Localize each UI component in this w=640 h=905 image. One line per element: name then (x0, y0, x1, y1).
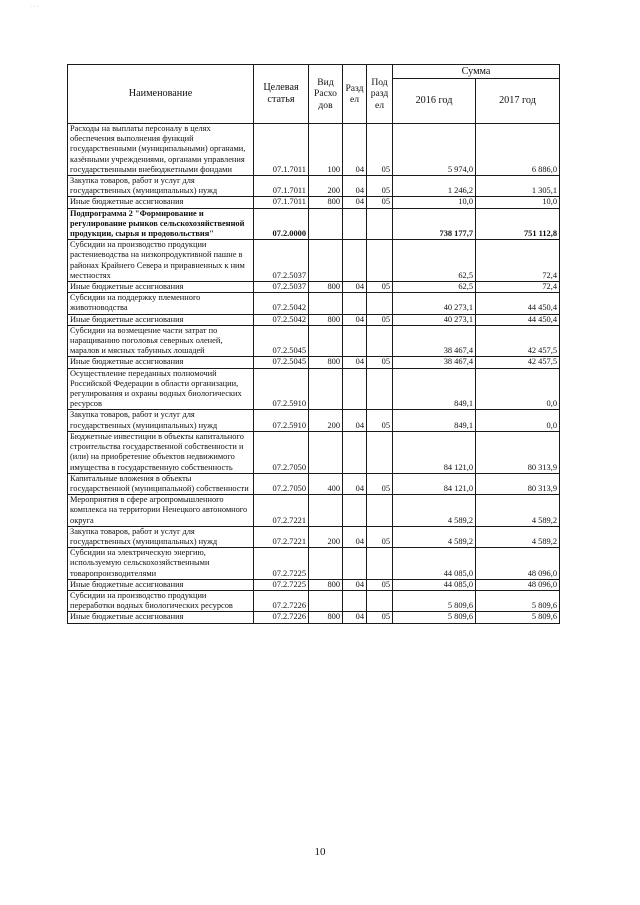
row-target-article-cell: 07.1.7011 (254, 197, 309, 208)
row-expense-type-cell: 800 (309, 197, 343, 208)
header-section: Разд ел (343, 65, 367, 124)
table-row (68, 282, 560, 293)
row-amount-2017-cell: 42 457,5 (476, 325, 560, 357)
scan-corner-mark: · · · (30, 4, 39, 10)
table-row (68, 473, 560, 494)
row-amount-2017-cell: 44 450,4 (476, 293, 560, 314)
row-amount-2016-cell: 10,0 (393, 197, 476, 208)
header-year-2016: 2016 год (393, 79, 476, 124)
row-subsection-cell (367, 208, 393, 240)
row-section-cell: 04 (343, 282, 367, 293)
row-section-cell (343, 590, 367, 611)
table-body (68, 124, 560, 624)
row-subsection-cell (367, 368, 393, 410)
row-amount-2017-cell: 48 096,0 (476, 548, 560, 580)
row-target-article-cell: 07.2.5910 (254, 368, 309, 410)
row-name-cell: Капитальные вложения в объекты государственной (муниципальной) собственности (68, 473, 254, 494)
table-row (68, 431, 560, 473)
row-name-cell: Субсидии на производство продукции переработки водных биологических ресурсов (68, 590, 254, 611)
row-target-article-cell: 07.2.5042 (254, 314, 309, 325)
row-expense-type-cell: 800 (309, 314, 343, 325)
row-name-cell: Иные бюджетные ассигнования (68, 314, 254, 325)
row-amount-2016-cell: 40 273,1 (393, 314, 476, 325)
row-section-cell (343, 293, 367, 314)
row-expense-type-cell: 100 (309, 124, 343, 176)
row-subsection-cell: 05 (367, 526, 393, 547)
row-section-cell: 04 (343, 473, 367, 494)
row-amount-2016-cell: 5 809,6 (393, 612, 476, 623)
table-row (68, 526, 560, 547)
row-amount-2017-cell: 5 809,6 (476, 590, 560, 611)
row-amount-2017-cell: 72,4 (476, 240, 560, 282)
row-amount-2016-cell: 1 246,2 (393, 176, 476, 197)
row-name-cell: Субсидии на возмещение части затрат по наращиванию поголовья северных оленей, маралов и мясных табунных лошадей (68, 325, 254, 357)
row-subsection-cell: 05 (367, 176, 393, 197)
row-amount-2016-cell: 4 589,2 (393, 495, 476, 527)
row-section-cell: 04 (343, 124, 367, 176)
header-sum: Сумма (393, 65, 560, 79)
row-expense-type-cell: 200 (309, 410, 343, 431)
row-target-article-cell: 07.2.0000 (254, 208, 309, 240)
row-section-cell (343, 431, 367, 473)
row-amount-2016-cell: 44 085,0 (393, 579, 476, 590)
row-target-article-cell: 07.2.7226 (254, 590, 309, 611)
table-row (68, 368, 560, 410)
row-expense-type-cell: 800 (309, 579, 343, 590)
row-amount-2017-cell: 0,0 (476, 368, 560, 410)
row-name-cell: Осуществление переданных полномочий Российской Федерации в области организации, регулирования и охраны водных биологических ресурсов (68, 368, 254, 410)
row-subsection-cell: 05 (367, 579, 393, 590)
row-amount-2017-cell: 4 589,2 (476, 526, 560, 547)
row-expense-type-cell: 200 (309, 176, 343, 197)
row-name-cell: Бюджетные инвестиции в объекты капитального строительства государственной собственности и (или) на приобретение объектов недвижимого имущества в государственную собственность (68, 431, 254, 473)
row-subsection-cell (367, 495, 393, 527)
row-name-cell: Иные бюджетные ассигнования (68, 197, 254, 208)
row-section-cell: 04 (343, 612, 367, 623)
row-expense-type-cell (309, 495, 343, 527)
row-target-article-cell: 07.2.7050 (254, 473, 309, 494)
row-amount-2017-cell: 6 886,0 (476, 124, 560, 176)
row-expense-type-cell (309, 208, 343, 240)
row-expense-type-cell: 200 (309, 526, 343, 547)
row-subsection-cell (367, 590, 393, 611)
row-section-cell (343, 368, 367, 410)
row-target-article-cell: 07.1.7011 (254, 124, 309, 176)
row-section-cell: 04 (343, 357, 367, 368)
header-expense-type: Вид Расхо дов (309, 65, 343, 124)
row-section-cell (343, 495, 367, 527)
table-header (68, 65, 560, 124)
row-amount-2016-cell: 44 085,0 (393, 548, 476, 580)
row-name-cell: Подпрограмма 2 "Формирование и регулирование рынков сельскохозяйственной продукции, сырья и продовольствия" (68, 208, 254, 240)
row-subsection-cell: 05 (367, 197, 393, 208)
row-amount-2016-cell: 38 467,4 (393, 357, 476, 368)
table-row (68, 612, 560, 623)
row-amount-2017-cell: 80 313,9 (476, 473, 560, 494)
table-row (68, 314, 560, 325)
row-name-cell: Иные бюджетные ассигнования (68, 357, 254, 368)
row-amount-2017-cell: 1 305,1 (476, 176, 560, 197)
row-subsection-cell (367, 548, 393, 580)
row-section-cell (343, 548, 367, 580)
row-amount-2017-cell: 48 096,0 (476, 579, 560, 590)
row-amount-2016-cell: 5 809,6 (393, 590, 476, 611)
row-section-cell (343, 240, 367, 282)
row-amount-2017-cell: 0,0 (476, 410, 560, 431)
row-amount-2016-cell: 738 177,7 (393, 208, 476, 240)
row-expense-type-cell (309, 548, 343, 580)
row-amount-2016-cell: 4 589,2 (393, 526, 476, 547)
row-target-article-cell: 07.2.5045 (254, 357, 309, 368)
row-amount-2016-cell: 84 121,0 (393, 431, 476, 473)
header-year-2017: 2017 год (476, 79, 560, 124)
table-row (68, 124, 560, 176)
row-amount-2016-cell: 849,1 (393, 410, 476, 431)
table-row (68, 208, 560, 240)
row-expense-type-cell (309, 293, 343, 314)
row-target-article-cell: 07.2.7050 (254, 431, 309, 473)
header-target-article: Целевая статья (254, 65, 309, 124)
row-target-article-cell: 07.2.7221 (254, 495, 309, 527)
row-target-article-cell: 07.1.7011 (254, 176, 309, 197)
row-section-cell: 04 (343, 579, 367, 590)
row-target-article-cell: 07.2.5037 (254, 240, 309, 282)
row-subsection-cell (367, 293, 393, 314)
row-amount-2016-cell: 40 273,1 (393, 293, 476, 314)
row-name-cell: Мероприятия в сфере агропромышленного комплекса на территории Ненецкого автономного округа (68, 495, 254, 527)
row-name-cell: Иные бюджетные ассигнования (68, 579, 254, 590)
row-section-cell (343, 208, 367, 240)
row-amount-2016-cell: 38 467,4 (393, 325, 476, 357)
row-section-cell: 04 (343, 176, 367, 197)
table-row (68, 579, 560, 590)
row-expense-type-cell: 800 (309, 612, 343, 623)
row-name-cell: Субсидии на поддержку племенного животноводства (68, 293, 254, 314)
table-row (68, 176, 560, 197)
row-target-article-cell: 07.2.5910 (254, 410, 309, 431)
row-name-cell: Закупка товаров, работ и услуг для государственных (муниципальных) нужд (68, 526, 254, 547)
row-expense-type-cell: 800 (309, 282, 343, 293)
row-subsection-cell: 05 (367, 314, 393, 325)
row-amount-2016-cell: 849,1 (393, 368, 476, 410)
row-target-article-cell: 07.2.7225 (254, 548, 309, 580)
row-amount-2017-cell: 5 809,6 (476, 612, 560, 623)
row-subsection-cell (367, 431, 393, 473)
table-row (68, 240, 560, 282)
row-amount-2017-cell: 80 313,9 (476, 431, 560, 473)
row-subsection-cell: 05 (367, 410, 393, 431)
row-target-article-cell: 07.2.5045 (254, 325, 309, 357)
row-expense-type-cell (309, 325, 343, 357)
row-amount-2016-cell: 62,5 (393, 240, 476, 282)
row-name-cell: Закупка товаров, работ и услуг для государственных (муниципальных) нужд (68, 176, 254, 197)
row-subsection-cell (367, 240, 393, 282)
row-amount-2017-cell: 4 589,2 (476, 495, 560, 527)
row-amount-2017-cell: 10,0 (476, 197, 560, 208)
table-row (68, 325, 560, 357)
row-section-cell: 04 (343, 314, 367, 325)
row-name-cell: Иные бюджетные ассигнования (68, 612, 254, 623)
row-amount-2017-cell: 751 112,8 (476, 208, 560, 240)
row-subsection-cell: 05 (367, 282, 393, 293)
row-subsection-cell: 05 (367, 124, 393, 176)
table-row (68, 590, 560, 611)
row-amount-2017-cell: 42 457,5 (476, 357, 560, 368)
row-section-cell: 04 (343, 410, 367, 431)
table-row (68, 293, 560, 314)
row-expense-type-cell (309, 590, 343, 611)
row-expense-type-cell: 400 (309, 473, 343, 494)
table-row (68, 495, 560, 527)
table-row (68, 197, 560, 208)
row-amount-2016-cell: 84 121,0 (393, 473, 476, 494)
row-amount-2017-cell: 44 450,4 (476, 314, 560, 325)
row-name-cell: Субсидии на электрическую энергию, используемую сельскохозяйственными товаропроизводителями (68, 548, 254, 580)
row-subsection-cell (367, 325, 393, 357)
row-amount-2017-cell: 72,4 (476, 282, 560, 293)
header-name: Наименование (68, 65, 254, 124)
row-target-article-cell: 07.2.7226 (254, 612, 309, 623)
row-expense-type-cell (309, 431, 343, 473)
page-number: 10 (314, 846, 326, 858)
row-subsection-cell: 05 (367, 357, 393, 368)
row-section-cell: 04 (343, 526, 367, 547)
row-target-article-cell: 07.2.7221 (254, 526, 309, 547)
row-target-article-cell: 07.2.5037 (254, 282, 309, 293)
row-name-cell: Закупка товаров, работ и услуг для государственных (муниципальных) нужд (68, 410, 254, 431)
row-section-cell (343, 325, 367, 357)
row-expense-type-cell: 800 (309, 357, 343, 368)
header-subsection: Под разд ел (367, 65, 393, 124)
row-section-cell: 04 (343, 197, 367, 208)
table-row (68, 548, 560, 580)
table-row (68, 410, 560, 431)
row-name-cell: Расходы на выплаты персоналу в целях обеспечения выполнения функций государственными (муниципальными) органами, казёнными учреждениями, органами управления государственными внебюджетными фондами (68, 124, 254, 176)
row-name-cell: Субсидии на производство продукции растениеводства на низкопродуктивной пашне в районах Крайнего Севера и приравненных к ним местностях (68, 240, 254, 282)
budget-table (67, 64, 560, 624)
table-row (68, 357, 560, 368)
row-subsection-cell: 05 (367, 473, 393, 494)
row-amount-2016-cell: 5 974,0 (393, 124, 476, 176)
row-subsection-cell: 05 (367, 612, 393, 623)
row-expense-type-cell (309, 240, 343, 282)
row-target-article-cell: 07.2.5042 (254, 293, 309, 314)
row-target-article-cell: 07.2.7225 (254, 579, 309, 590)
row-amount-2016-cell: 62,5 (393, 282, 476, 293)
row-expense-type-cell (309, 368, 343, 410)
row-name-cell: Иные бюджетные ассигнования (68, 282, 254, 293)
